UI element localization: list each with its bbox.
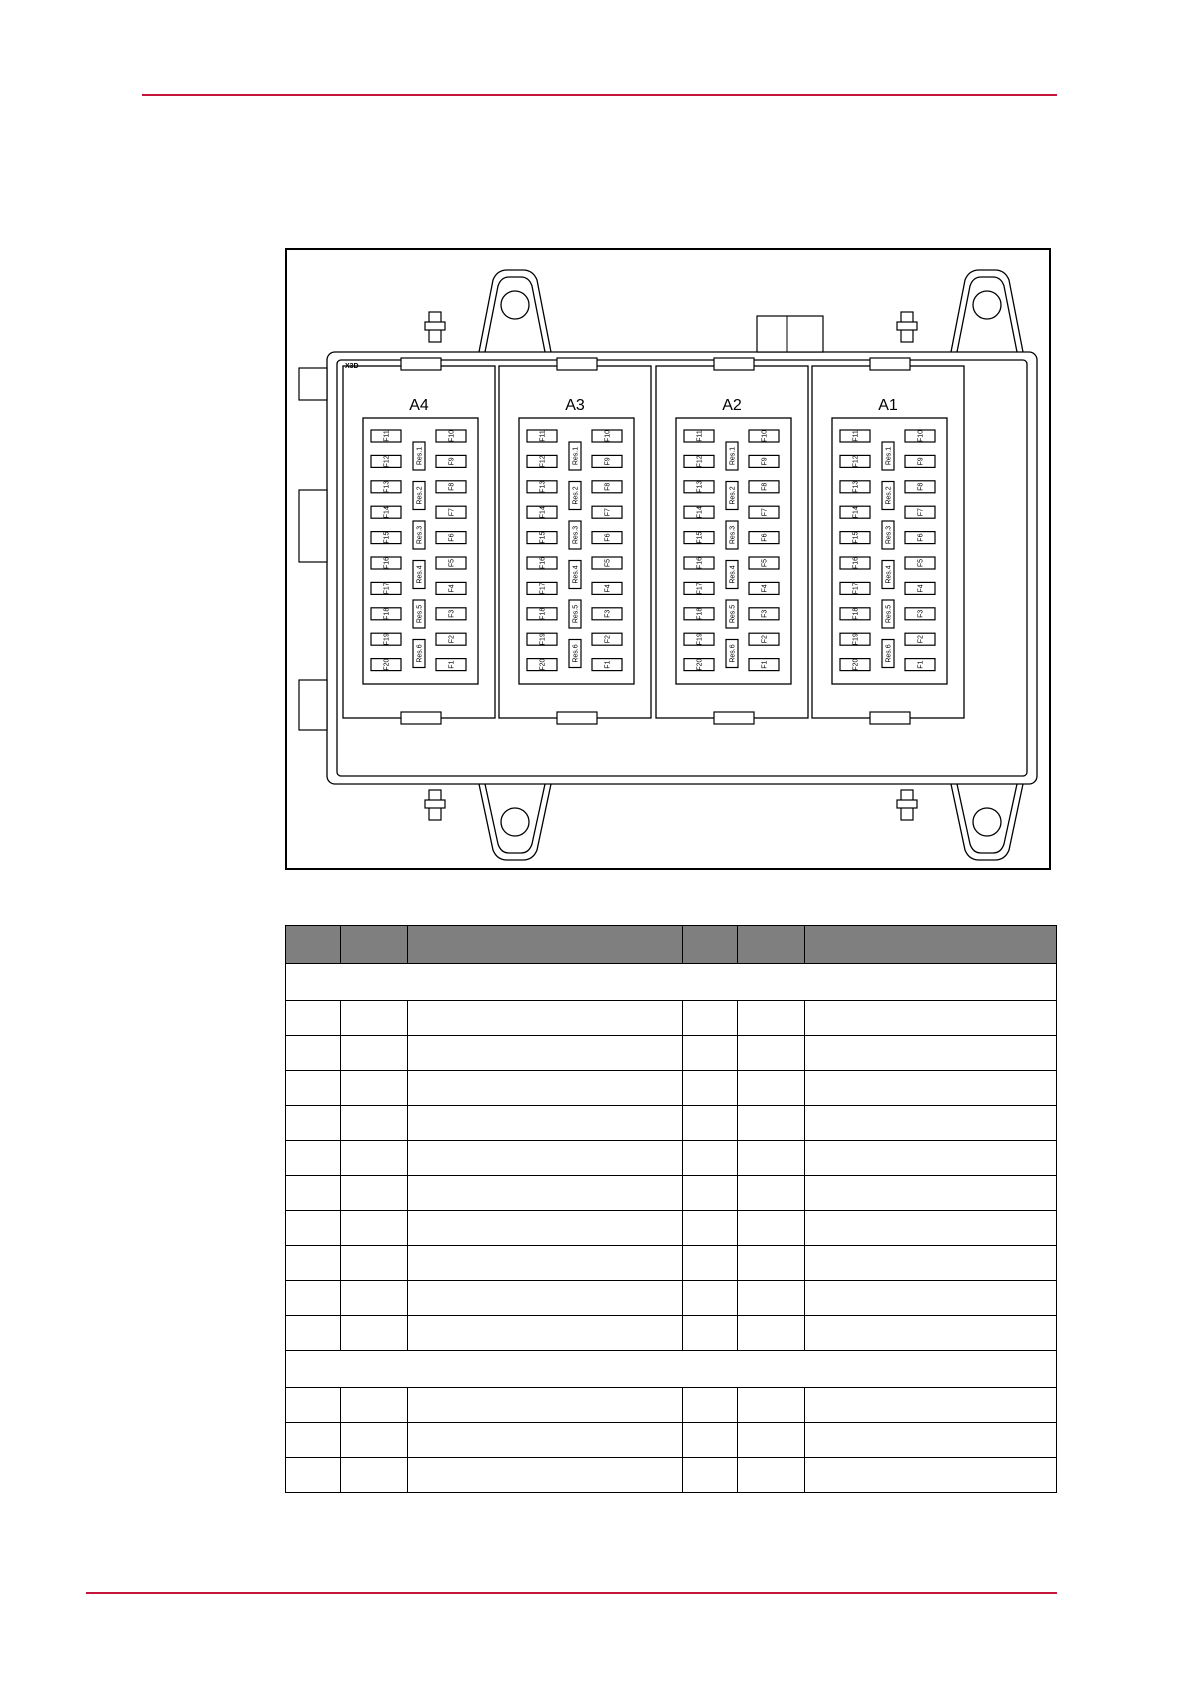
table-cell xyxy=(341,1106,408,1141)
panel-tab-bottom xyxy=(870,712,910,724)
fuse-f10-label: F10 xyxy=(604,429,612,443)
relay-label: Res.2 xyxy=(885,486,893,505)
table-cell xyxy=(805,1388,1057,1423)
ear-inner-outline xyxy=(485,784,545,853)
fuse-f8-label: F8 xyxy=(448,482,456,491)
mount-hole-icon xyxy=(501,808,529,836)
top-connector xyxy=(757,316,823,352)
table-cell xyxy=(408,1141,683,1176)
mount-ear-bottom-right xyxy=(951,784,1023,860)
fuse-f13-label: F13 xyxy=(696,480,704,493)
mount-hole-icon xyxy=(973,291,1001,319)
relay-label: Res.6 xyxy=(416,644,424,663)
table-cell xyxy=(341,1001,408,1036)
table-cell xyxy=(408,1281,683,1316)
fuse-table xyxy=(285,925,1057,1493)
table-cell xyxy=(683,1246,738,1281)
stud-collar xyxy=(897,800,917,808)
table-cell xyxy=(286,1071,341,1106)
table-cell xyxy=(805,1036,1057,1071)
table-cell xyxy=(738,1106,805,1141)
ear-inner-outline xyxy=(957,277,1017,352)
table-cell xyxy=(805,1281,1057,1316)
clip-stud xyxy=(425,312,445,342)
relay-label: Res.3 xyxy=(572,525,580,545)
ear-inner-outline xyxy=(957,784,1017,853)
table-cell xyxy=(286,1211,341,1246)
table-row xyxy=(286,1176,1057,1211)
mount-ear-top-left xyxy=(479,270,551,352)
fuse-f19-label: F19 xyxy=(383,633,391,646)
side-connector xyxy=(299,680,327,730)
table-cell xyxy=(408,1071,683,1106)
table-row xyxy=(286,1106,1057,1141)
fuse-f18-label: F18 xyxy=(852,607,860,620)
fuse-panel-a4 xyxy=(343,358,495,724)
table-cell xyxy=(683,1211,738,1246)
table-cell xyxy=(805,1458,1057,1493)
fuse-f10-label: F10 xyxy=(761,429,769,443)
table-header-cell xyxy=(341,926,408,964)
ear-outline xyxy=(479,784,551,860)
relay-label: Res.2 xyxy=(572,486,580,505)
table-cell xyxy=(683,1141,738,1176)
table-row xyxy=(286,1246,1057,1281)
table-cell xyxy=(683,1423,738,1458)
fuse-f2-label: F2 xyxy=(761,635,769,644)
relay-label: Res.1 xyxy=(416,446,424,466)
fuse-f6-label: F6 xyxy=(604,533,612,542)
ear-outline xyxy=(479,270,551,352)
table-cell xyxy=(738,1211,805,1246)
relay-label: Res.5 xyxy=(416,604,424,624)
table-row xyxy=(286,1281,1057,1316)
panel-tab-top xyxy=(557,358,597,370)
fuse-f5-label: F5 xyxy=(917,558,925,568)
stud-collar xyxy=(425,800,445,808)
table-cell xyxy=(408,1246,683,1281)
panel-tab-bottom xyxy=(401,712,441,724)
table-cell xyxy=(408,1211,683,1246)
mount-ear-top-right xyxy=(951,270,1023,352)
relay-label: Res.6 xyxy=(885,644,893,663)
table-header-cell xyxy=(805,926,1057,964)
fuse-f17-label: F17 xyxy=(539,582,547,595)
fuse-f1-label: F1 xyxy=(448,660,456,669)
table-cell xyxy=(286,1001,341,1036)
fuse-f16-label: F16 xyxy=(539,556,547,570)
table-cell xyxy=(683,1176,738,1211)
fuse-f3-label: F3 xyxy=(448,609,456,618)
table-cell xyxy=(408,1458,683,1493)
fuse-f7-label: F7 xyxy=(448,508,456,517)
fuse-f15-label: F15 xyxy=(539,531,547,544)
table-cell xyxy=(738,1071,805,1106)
fuse-f6-label: F6 xyxy=(448,533,456,542)
fuse-f12-label: F12 xyxy=(383,455,391,468)
fuse-panel-a2 xyxy=(656,358,808,724)
fuse-f11-label: F11 xyxy=(696,430,704,442)
fuse-f9-label: F9 xyxy=(917,457,925,466)
fuse-f3-label: F3 xyxy=(917,609,925,618)
ear-inner-outline xyxy=(485,277,545,352)
fuse-f16-label: F16 xyxy=(696,556,704,570)
table-cell xyxy=(286,1141,341,1176)
fuse-f6-label: F6 xyxy=(917,533,925,542)
fuse-f9-label: F9 xyxy=(604,457,612,466)
fuse-f20-label: F20 xyxy=(696,658,704,671)
fuse-f15-label: F15 xyxy=(383,531,391,544)
table-cell xyxy=(341,1458,408,1493)
fuse-f13-label: F13 xyxy=(539,480,547,493)
panel-tab-top xyxy=(714,358,754,370)
mount-hole-icon xyxy=(973,808,1001,836)
table-cell xyxy=(683,1106,738,1141)
fuse-f4-label: F4 xyxy=(604,584,612,593)
table-cell xyxy=(805,1141,1057,1176)
fuse-f14-label: F14 xyxy=(383,506,391,519)
relay-label: Res.2 xyxy=(729,486,737,505)
fuse-f11-label: F11 xyxy=(852,430,860,442)
relay-label: Res.4 xyxy=(729,565,737,584)
table-cell xyxy=(408,1176,683,1211)
fuse-f12-label: F12 xyxy=(696,455,704,468)
panel-label: A2 xyxy=(722,397,742,414)
fuse-f19-label: F19 xyxy=(852,633,860,646)
fuse-f9-label: F9 xyxy=(761,457,769,466)
panel-tab-top xyxy=(401,358,441,370)
table-cell xyxy=(286,1388,341,1423)
table-cell xyxy=(341,1211,408,1246)
table-cell xyxy=(341,1141,408,1176)
table-body xyxy=(286,964,1057,1493)
panel-label: A4 xyxy=(409,397,429,414)
mount-ear-bottom-left xyxy=(479,784,551,860)
fuse-f7-label: F7 xyxy=(761,508,769,517)
fuse-f7-label: F7 xyxy=(604,508,612,517)
fuse-f16-label: F16 xyxy=(383,556,391,570)
fuse-panel-a3 xyxy=(499,358,651,724)
table-cell xyxy=(341,1281,408,1316)
panel-tab-top xyxy=(870,358,910,370)
table-row xyxy=(286,1388,1057,1423)
fuse-f12-label: F12 xyxy=(852,455,860,468)
relay-label: Res.4 xyxy=(416,565,424,584)
stud-collar xyxy=(425,322,445,330)
relay-label: Res.1 xyxy=(729,446,737,466)
fuse-f6-label: F6 xyxy=(761,533,769,542)
ear-outline xyxy=(951,270,1023,352)
stud-collar xyxy=(897,322,917,330)
fuse-f20-label: F20 xyxy=(383,658,391,671)
fuse-f18-label: F18 xyxy=(383,607,391,620)
table-cell xyxy=(683,1388,738,1423)
table-row xyxy=(286,1036,1057,1071)
table-header-cell xyxy=(408,926,683,964)
table-cell xyxy=(286,1316,341,1351)
table-cell xyxy=(341,1388,408,1423)
table-cell xyxy=(683,1001,738,1036)
fuse-f14-label: F14 xyxy=(696,506,704,519)
fuse-f2-label: F2 xyxy=(604,635,612,644)
fuse-f20-label: F20 xyxy=(539,658,547,671)
fuse-f15-label: F15 xyxy=(696,531,704,544)
table-header-cell xyxy=(683,926,738,964)
fuse-f3-label: F3 xyxy=(761,609,769,618)
relay-label: Res.3 xyxy=(729,525,737,545)
table-cell xyxy=(738,1036,805,1071)
table-cell xyxy=(683,1071,738,1106)
table-cell xyxy=(408,1001,683,1036)
table-cell xyxy=(408,1388,683,1423)
table-row xyxy=(286,1141,1057,1176)
relay-label: Res.4 xyxy=(572,565,580,584)
table-row xyxy=(286,1423,1057,1458)
table-cell xyxy=(286,1176,341,1211)
fuse-f8-label: F8 xyxy=(917,482,925,491)
table-cell xyxy=(738,1388,805,1423)
relay-label: Res.6 xyxy=(572,644,580,663)
table-cell xyxy=(341,1423,408,1458)
fuse-box-drawing xyxy=(287,250,1049,868)
table-row xyxy=(286,1071,1057,1106)
table-cell xyxy=(805,1316,1057,1351)
fuse-f2-label: F2 xyxy=(917,635,925,644)
fuse-f13-label: F13 xyxy=(383,480,391,493)
table-row xyxy=(286,1001,1057,1036)
relay-label: Res.5 xyxy=(572,604,580,624)
table-cell xyxy=(738,1001,805,1036)
table-cell xyxy=(683,1281,738,1316)
section-title xyxy=(286,1351,1057,1388)
fuse-panel-a1 xyxy=(812,358,964,724)
table-cell xyxy=(408,1423,683,1458)
fuse-f17-label: F17 xyxy=(383,582,391,595)
fuse-f1-label: F1 xyxy=(761,660,769,669)
table-cell xyxy=(286,1246,341,1281)
table-header-row xyxy=(286,926,1057,964)
relay-label: Res.1 xyxy=(572,446,580,466)
fuse-f14-label: F14 xyxy=(539,506,547,519)
relay-label: Res.3 xyxy=(885,525,893,545)
fuse-f5-label: F5 xyxy=(448,558,456,568)
table-cell xyxy=(805,1423,1057,1458)
relay-label: Res.1 xyxy=(885,446,893,466)
table-cell xyxy=(738,1141,805,1176)
table-cell xyxy=(286,1281,341,1316)
table-header-cell xyxy=(286,926,341,964)
table-cell xyxy=(738,1458,805,1493)
fuse-f4-label: F4 xyxy=(448,584,456,593)
clip-stud xyxy=(897,312,917,342)
mount-hole-icon xyxy=(501,291,529,319)
fuse-f17-label: F17 xyxy=(696,582,704,595)
relay-label: Res.4 xyxy=(885,565,893,584)
table-cell xyxy=(805,1246,1057,1281)
section-title xyxy=(286,964,1057,1001)
fuse-f13-label: F13 xyxy=(852,480,860,493)
table-cell xyxy=(805,1211,1057,1246)
fuse-f5-label: F5 xyxy=(604,558,612,568)
relay-label: Res.6 xyxy=(729,644,737,663)
fuse-f11-label: F11 xyxy=(539,430,547,442)
connector-label: X3D xyxy=(345,363,359,370)
table-cell xyxy=(738,1176,805,1211)
table-cell xyxy=(805,1106,1057,1141)
table-cell xyxy=(683,1036,738,1071)
fuse-f5-label: F5 xyxy=(761,558,769,568)
fuse-f15-label: F15 xyxy=(852,531,860,544)
table-section-row xyxy=(286,1351,1057,1388)
table-cell xyxy=(683,1458,738,1493)
table-cell xyxy=(341,1036,408,1071)
fuse-f18-label: F18 xyxy=(696,607,704,620)
fuse-f3-label: F3 xyxy=(604,609,612,618)
fuse-f1-label: F1 xyxy=(604,660,612,669)
header-rule xyxy=(142,94,1057,96)
fuse-f8-label: F8 xyxy=(761,482,769,491)
table-cell xyxy=(738,1246,805,1281)
table-row xyxy=(286,1458,1057,1493)
fuse-f10-label: F10 xyxy=(448,429,456,443)
relay-label: Res.3 xyxy=(416,525,424,545)
fuse-f20-label: F20 xyxy=(852,658,860,671)
table-cell xyxy=(805,1176,1057,1211)
ear-outline xyxy=(951,784,1023,860)
fuse-f16-label: F16 xyxy=(852,556,860,570)
table-cell xyxy=(286,1458,341,1493)
fuse-f12-label: F12 xyxy=(539,455,547,468)
fuse-f4-label: F4 xyxy=(917,584,925,593)
table-row xyxy=(286,1316,1057,1351)
fuse-f10-label: F10 xyxy=(917,429,925,443)
fuse-box-diagram xyxy=(285,248,1051,870)
table-cell xyxy=(408,1106,683,1141)
table-cell xyxy=(683,1316,738,1351)
table-cell xyxy=(341,1176,408,1211)
panel-label: A1 xyxy=(878,397,898,414)
fuse-f19-label: F19 xyxy=(539,633,547,646)
fuse-f8-label: F8 xyxy=(604,482,612,491)
fuse-f17-label: F17 xyxy=(852,582,860,595)
relay-label: Res.5 xyxy=(885,604,893,624)
panel-tab-bottom xyxy=(714,712,754,724)
table-cell xyxy=(341,1246,408,1281)
side-connector xyxy=(299,368,327,400)
table-cell xyxy=(286,1036,341,1071)
table-row xyxy=(286,1211,1057,1246)
fuse-f18-label: F18 xyxy=(539,607,547,620)
fuse-f1-label: F1 xyxy=(917,660,925,669)
clip-stud xyxy=(897,790,917,820)
table-cell xyxy=(805,1071,1057,1106)
footer-rule xyxy=(86,1592,1057,1594)
relay-label: Res.5 xyxy=(729,604,737,624)
fuse-f7-label: F7 xyxy=(917,508,925,517)
panel-tab-bottom xyxy=(557,712,597,724)
table-cell xyxy=(738,1281,805,1316)
table-cell xyxy=(286,1106,341,1141)
relay-label: Res.2 xyxy=(416,486,424,505)
table-header-cell xyxy=(738,926,805,964)
table-cell xyxy=(286,1423,341,1458)
side-connector xyxy=(299,490,327,562)
fuse-f14-label: F14 xyxy=(852,506,860,519)
fuse-f11-label: F11 xyxy=(383,430,391,442)
fuse-f2-label: F2 xyxy=(448,635,456,644)
fuse-f19-label: F19 xyxy=(696,633,704,646)
clip-stud xyxy=(425,790,445,820)
table-cell xyxy=(341,1071,408,1106)
table-cell xyxy=(738,1316,805,1351)
table-cell xyxy=(805,1001,1057,1036)
fuse-f4-label: F4 xyxy=(761,584,769,593)
table-cell xyxy=(341,1316,408,1351)
table-cell xyxy=(408,1316,683,1351)
table-cell xyxy=(408,1036,683,1071)
table-cell xyxy=(738,1423,805,1458)
table-section-row xyxy=(286,964,1057,1001)
fuse-f9-label: F9 xyxy=(448,457,456,466)
panel-label: A3 xyxy=(565,397,585,414)
